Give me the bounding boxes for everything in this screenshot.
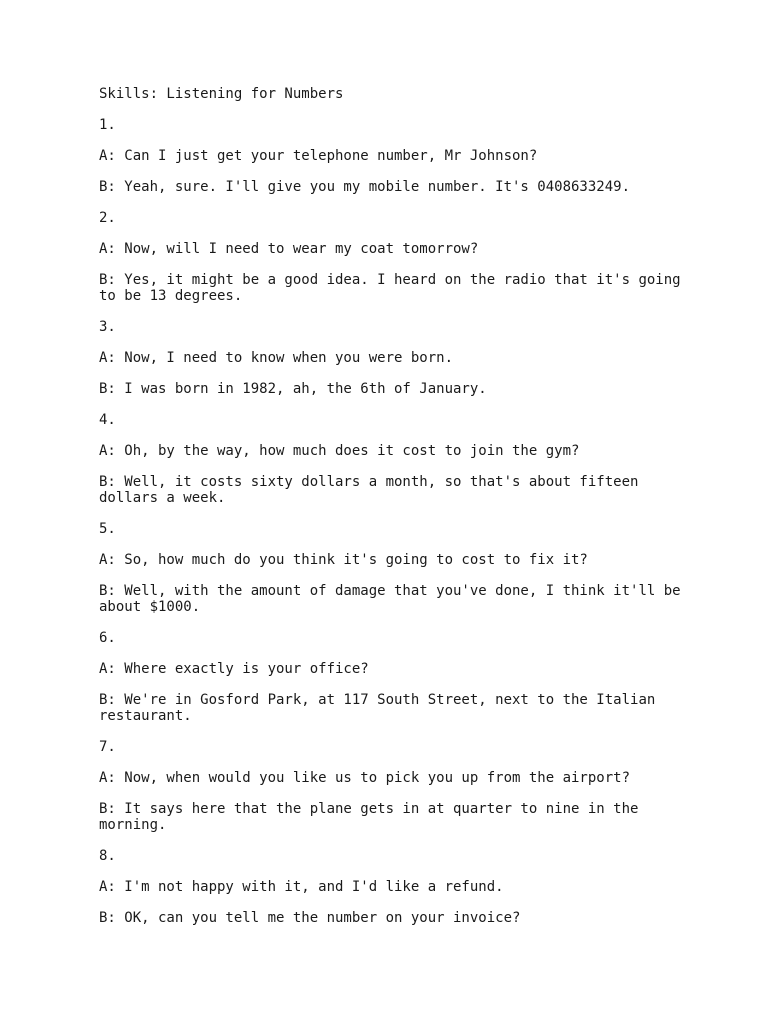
speaker-a-line: A: Now, I need to know when you were born. (99, 350, 454, 366)
document-page (99, 86, 699, 941)
dialogue-item-4 (99, 412, 699, 506)
speaker-b-line: B: Yes, it might be a good idea. I heard on the radio that it's going to be 13 degrees. (99, 272, 690, 304)
speaker-a-line: A: Where exactly is your office? (99, 661, 369, 677)
dialogue-item-6 (99, 630, 699, 724)
dialogue-item-7 (99, 739, 699, 833)
speaker-b-line: B: I was born in 1982, ah, the 6th of January. (99, 381, 487, 397)
dialogue-item-8 (99, 848, 699, 926)
item-number: 5. (99, 521, 116, 537)
item-number: 3. (99, 319, 116, 335)
speaker-b-line: B: It says here that the plane gets in at quarter to nine in the morning. (99, 801, 647, 833)
item-number: 2. (99, 210, 116, 226)
speaker-a-line: A: So, how much do you think it's going to cost to fix it? (99, 552, 588, 568)
dialogue-item-2 (99, 210, 699, 304)
speaker-b-line: B: Well, it costs sixty dollars a month, so that's about fifteen dollars a week. (99, 474, 647, 506)
item-number: 6. (99, 630, 116, 646)
speaker-a-line: A: Now, when would you like us to pick you up from the airport? (99, 770, 631, 786)
page-title: Skills: Listening for Numbers (99, 86, 344, 102)
speaker-b-line: B: OK, can you tell me the number on your invoice? (99, 910, 521, 926)
item-number: 1. (99, 117, 116, 133)
dialogue-item-5 (99, 521, 699, 615)
speaker-b-line: B: We're in Gosford Park, at 117 South Street, next to the Italian restaurant. (99, 692, 664, 724)
speaker-a-line: A: I'm not happy with it, and I'd like a refund. (99, 879, 504, 895)
speaker-b-line: B: Well, with the amount of damage that you've done, I think it'll be about $1000. (99, 583, 690, 615)
speaker-a-line: A: Oh, by the way, how much does it cost to join the gym? (99, 443, 580, 459)
speaker-a-line: A: Can I just get your telephone number, Mr Johnson? (99, 148, 538, 164)
item-number: 7. (99, 739, 116, 755)
speaker-a-line: A: Now, will I need to wear my coat tomorrow? (99, 241, 479, 257)
dialogue-item-1 (99, 117, 699, 195)
dialogue-item-3 (99, 319, 699, 397)
item-number: 4. (99, 412, 116, 428)
speaker-b-line: B: Yeah, sure. I'll give you my mobile number. It's 0408633249. (99, 179, 631, 195)
item-number: 8. (99, 848, 116, 864)
